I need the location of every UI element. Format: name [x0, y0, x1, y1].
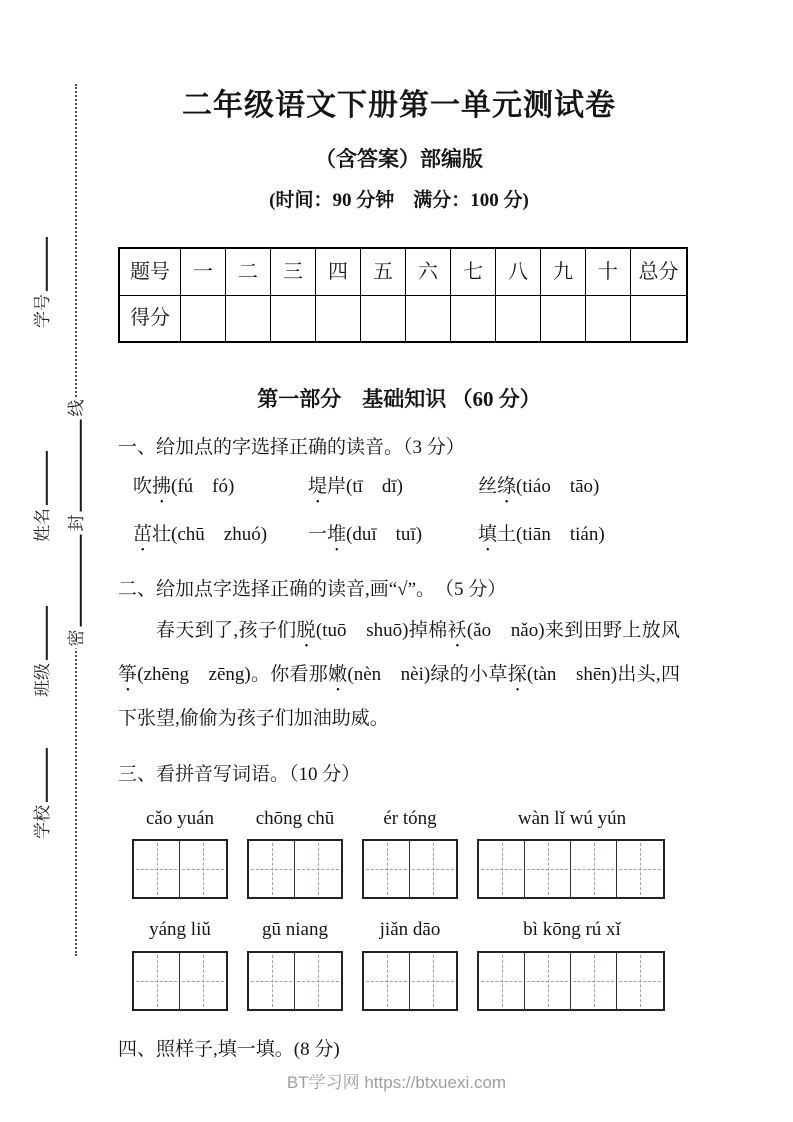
q4-title: 四、照样子,填一填。(8 分): [118, 1039, 340, 1061]
pinyin-label: wàn lǐ wú yún: [517, 807, 627, 829]
pinyin-label: ér tóng: [383, 807, 437, 829]
seal-blank-name: [31, 451, 48, 505]
q3-title: 三、看拼音写词语。（10 分）: [118, 764, 361, 786]
footer-watermark: BT学习网 https://btxuexi.com: [286, 1073, 507, 1092]
tian-cell: [134, 953, 180, 1009]
score-input-cell: [495, 295, 540, 341]
score-input-cell: [180, 295, 225, 341]
pinyin-label: yáng liǔ: [149, 919, 211, 941]
tian-cell: [571, 953, 617, 1009]
tian-cell: [410, 953, 456, 1009]
tian-cell: [571, 841, 617, 897]
seal-field-student-no: [31, 232, 53, 330]
tian-grid-group: [247, 951, 343, 1011]
score-header-cell: 一: [180, 249, 225, 295]
seal-label-name: 姓名: [32, 508, 52, 542]
tian-grid-group: [477, 951, 665, 1011]
part1-heading: 第一部分 基础知识 （60 分）: [257, 387, 541, 412]
seal-blank-student-no: [31, 237, 48, 291]
q2-title: 二、给加点字选择正确的读音,画“√”。 （5 分）: [118, 579, 507, 601]
tian-cell: [295, 841, 341, 897]
writing-grid-row: [132, 951, 680, 1011]
seal-blank-school: [31, 748, 48, 802]
score-input-cell: [630, 295, 686, 341]
score-input-cell: [225, 295, 270, 341]
score-header-cell: 五: [360, 249, 405, 295]
seal-strip-line: [65, 535, 82, 627]
pinyin-label: bì kōng rú xǐ: [523, 919, 621, 941]
seal-text-strip: [65, 398, 87, 649]
tian-cell: [134, 841, 180, 897]
score-header-cell: 六: [405, 249, 450, 295]
seal-field-school: [31, 743, 53, 841]
score-header-cell: 七: [450, 249, 495, 295]
seal-label-school: 学校: [32, 805, 52, 839]
pinyin-label: cǎo yuán: [145, 807, 215, 829]
q1-item: 填土(tiān tián): [478, 524, 605, 546]
score-header-cell: 总分: [630, 249, 686, 295]
score-input-cell: [585, 295, 630, 341]
score-header-cell: 题号: [130, 260, 170, 283]
q1-title: 一、给加点的字选择正确的读音。（3 分）: [118, 436, 465, 458]
tian-grid-group: [132, 951, 228, 1011]
score-table: [118, 247, 688, 343]
seal-label-class: 班级: [32, 663, 52, 697]
seal-field-name: [31, 446, 53, 544]
tian-cell: [479, 841, 525, 897]
score-header-cell: 九: [540, 249, 585, 295]
q1-item: 茁壮(chū zhuó): [133, 524, 268, 546]
tian-cell: [525, 953, 571, 1009]
score-input-cell: [540, 295, 585, 341]
tian-cell: [525, 841, 571, 897]
seal-strip-line: [65, 420, 82, 512]
seal-field-class: [31, 601, 53, 699]
tian-cell: [180, 953, 226, 1009]
tian-cell: [364, 841, 410, 897]
q1-item: 堤岸(tī dī): [308, 476, 404, 498]
tian-grid-group: [362, 839, 458, 899]
pinyin-label: jiǎn dāo: [379, 919, 441, 941]
page-title: 二年级语文下册第一单元测试卷: [182, 89, 616, 122]
score-input-cell: [315, 295, 360, 341]
q1-item: 一堆(duī tuī): [308, 524, 423, 546]
score-input-cell: [360, 295, 405, 341]
tian-cell: [479, 953, 525, 1009]
tian-cell: [617, 841, 663, 897]
score-header-cell: 十: [585, 249, 630, 295]
q1-item: 丝绦(tiáo tāo): [478, 476, 600, 498]
score-header-cell: 四: [315, 249, 360, 295]
q2-paragraph: 春天到了,孩子们脱(tuō shuō)掉棉袄(ǎo nǎo)来到田野上放风筝(zhēng zēng)。你看那嫩(nèn nèi)绿的小草探(tàn shēn)出头,四下张望,偷偷为孩子们加油助威。: [118, 620, 680, 730]
score-header-cell: 三: [270, 249, 315, 295]
score-input-cell: [405, 295, 450, 341]
score-header-cell: 八: [495, 249, 540, 295]
tian-grid-group: [247, 839, 343, 899]
seal-blank-class: [31, 606, 48, 660]
tian-cell: [364, 953, 410, 1009]
pinyin-label: chōng chū: [255, 807, 335, 829]
pinyin-label: gū niang: [262, 919, 328, 941]
seal-char-mi: 密: [66, 629, 86, 647]
q1-row: [133, 522, 680, 556]
tian-cell: [249, 953, 295, 1009]
tian-cell: [295, 953, 341, 1009]
tian-grid-group: [132, 839, 228, 899]
tian-grid-group: [362, 951, 458, 1011]
q1-row: [133, 474, 680, 508]
score-header-cell: 二: [225, 249, 270, 295]
seal-char-feng: 封: [66, 514, 86, 532]
test-paper-page: [118, 86, 680, 1063]
q1-item: 吹拂(fú fó): [133, 476, 235, 498]
seal-label-student-no: 学号: [32, 294, 52, 328]
tian-cell: [249, 841, 295, 897]
score-input-cell: [270, 295, 315, 341]
tian-cell: [180, 841, 226, 897]
pinyin-row: [132, 806, 680, 832]
tian-cell: [617, 953, 663, 1009]
score-input-cell: [450, 295, 495, 341]
seal-char-xian: 线: [66, 399, 86, 417]
tian-cell: [410, 841, 456, 897]
score-row-label: 得分: [120, 295, 180, 341]
writing-grid-row: [132, 839, 680, 899]
tian-grid-group: [477, 839, 665, 899]
pinyin-row: [132, 917, 680, 943]
page-subtitle: （含答案）部编版: [315, 146, 483, 171]
page-meta: (时间：90 分钟 满分：100 分): [269, 189, 529, 211]
